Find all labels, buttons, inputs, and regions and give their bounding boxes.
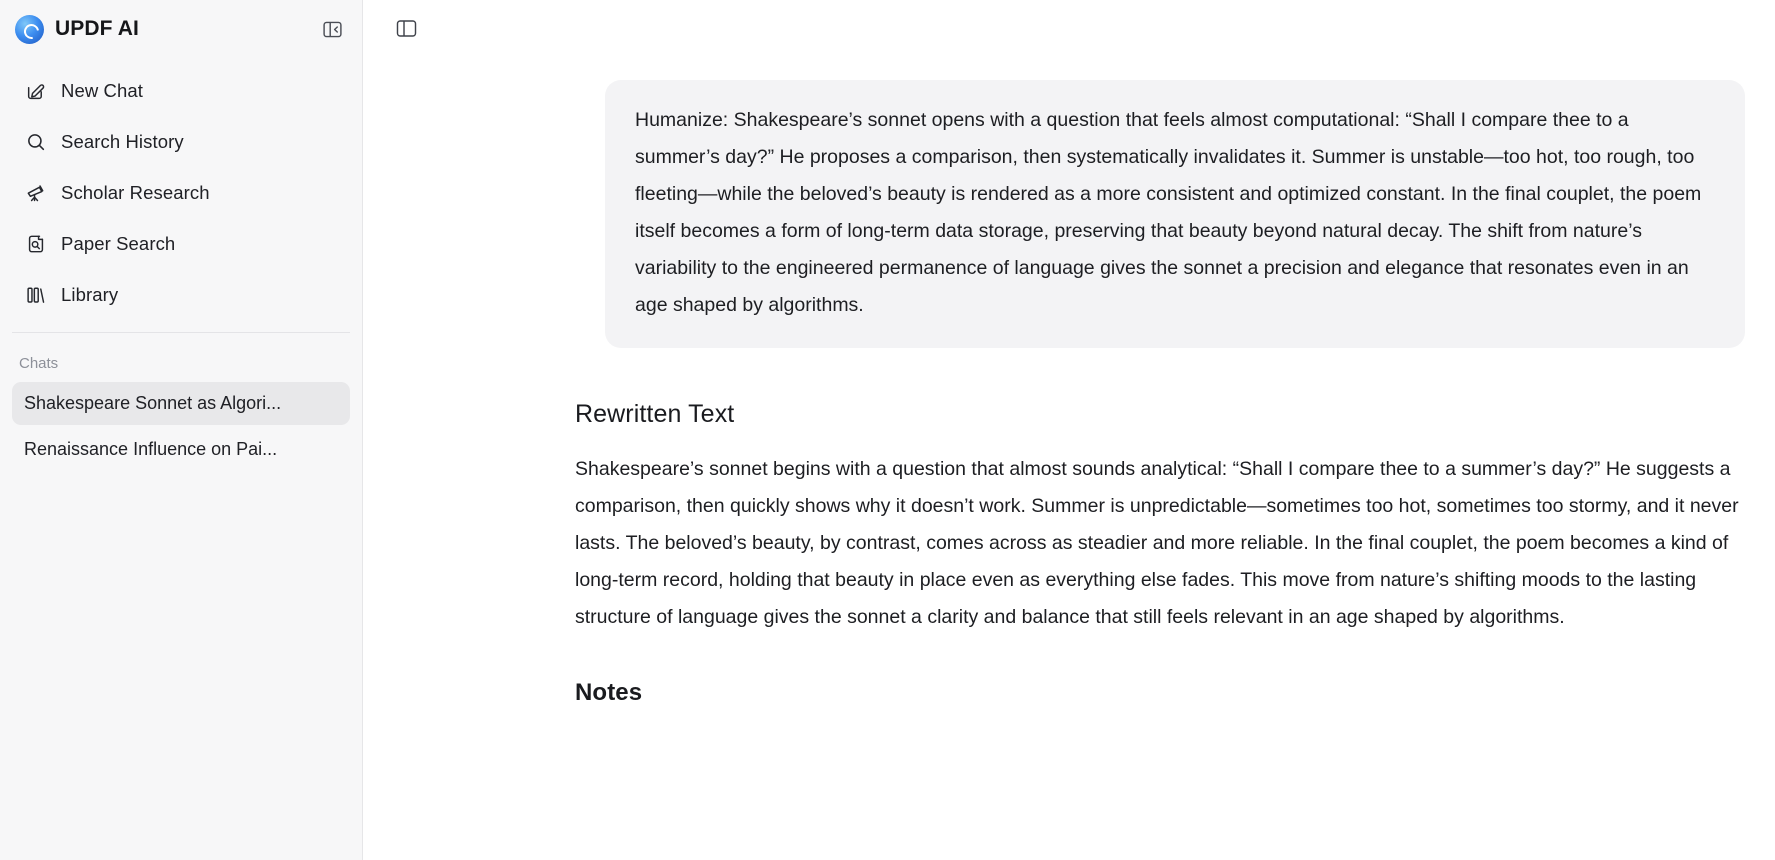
brand-title: UPDF AI	[55, 17, 139, 40]
chat-item-title: Renaissance Influence on Pai...	[24, 439, 278, 459]
sidebar-item-new-chat[interactable]	[12, 66, 350, 115]
sidebar-item-label: Paper Search	[61, 232, 176, 254]
collapse-sidebar-icon[interactable]	[320, 17, 344, 41]
conversation-thread	[363, 56, 1775, 860]
updf-logo-icon	[15, 15, 44, 44]
sidebar-item-label: Search History	[61, 130, 184, 152]
sidebar-item-label: Library	[61, 283, 119, 305]
sidebar	[0, 0, 363, 860]
paper-search-icon	[24, 232, 47, 255]
books-icon	[24, 283, 47, 306]
rewritten-text-body: Shakespeare’s sonnet begins with a question that almost sounds analytical: “Shall I compare thee to a summer’s day?” He suggests a comparison, then quickly shows why it doesn’t work. Summer is unpredictable—sometimes too hot, sometimes too stormy, and it never lasts. The beloved’s beauty, by contrast, comes across as steadier and more reliable. In the final couplet, the poem becomes a kind of long-term record, holding that beauty in place even as everything else fades. This move from nature’s shifting moods to the lasting structure of language gives the sonnet a clarity and balance that still feels relevant in an age shaped by algorithms.	[575, 458, 1739, 629]
assistant-response	[363, 400, 1775, 706]
main-topbar	[363, 0, 1775, 56]
sidebar-item-library[interactable]	[12, 270, 350, 319]
notes-heading: Notes	[575, 678, 643, 706]
chat-item-renaissance-influence[interactable]	[12, 428, 350, 471]
sidebar-item-label: Scholar Research	[61, 181, 210, 203]
pencil-square-icon	[24, 79, 47, 102]
user-message-row	[363, 80, 1775, 348]
sidebar-nav	[0, 58, 362, 319]
sidebar-item-search-history[interactable]	[12, 117, 350, 166]
chat-item-title: Shakespeare Sonnet as Algori...	[24, 393, 282, 413]
rewritten-text-heading: Rewritten Text	[575, 400, 735, 429]
sidebar-header	[0, 0, 362, 58]
chat-history-list	[0, 382, 362, 471]
sidebar-item-scholar-research[interactable]	[12, 168, 350, 217]
chat-item-shakespeare-sonnet[interactable]	[12, 382, 350, 425]
sidebar-toggle-icon[interactable]	[393, 15, 419, 41]
search-icon	[24, 130, 47, 153]
user-message-bubble: Humanize: Shakespeare’s sonnet opens with a question that feels almost computational: “Shall I compare thee to a summer’s day?” He proposes a comparison, then systematically invalidates it. Summer is unstable—too hot, too rough, too fleeting—while the beloved’s beauty is rendered as a more consistent and optimized constant. In the final couplet, the poem itself becomes a form of long-term data storage, preserving that beauty beyond natural decay. The shift from nature’s variability to the engineered permanence of language gives the sonnet a precision and elegance that resonates even in an age shaped by algorithms.	[605, 80, 1745, 348]
telescope-icon	[24, 181, 47, 204]
main-panel	[363, 0, 1775, 860]
chats-section-heading: Chats	[19, 355, 59, 372]
sidebar-item-label: New Chat	[61, 79, 144, 101]
sidebar-item-paper-search[interactable]	[12, 219, 350, 268]
